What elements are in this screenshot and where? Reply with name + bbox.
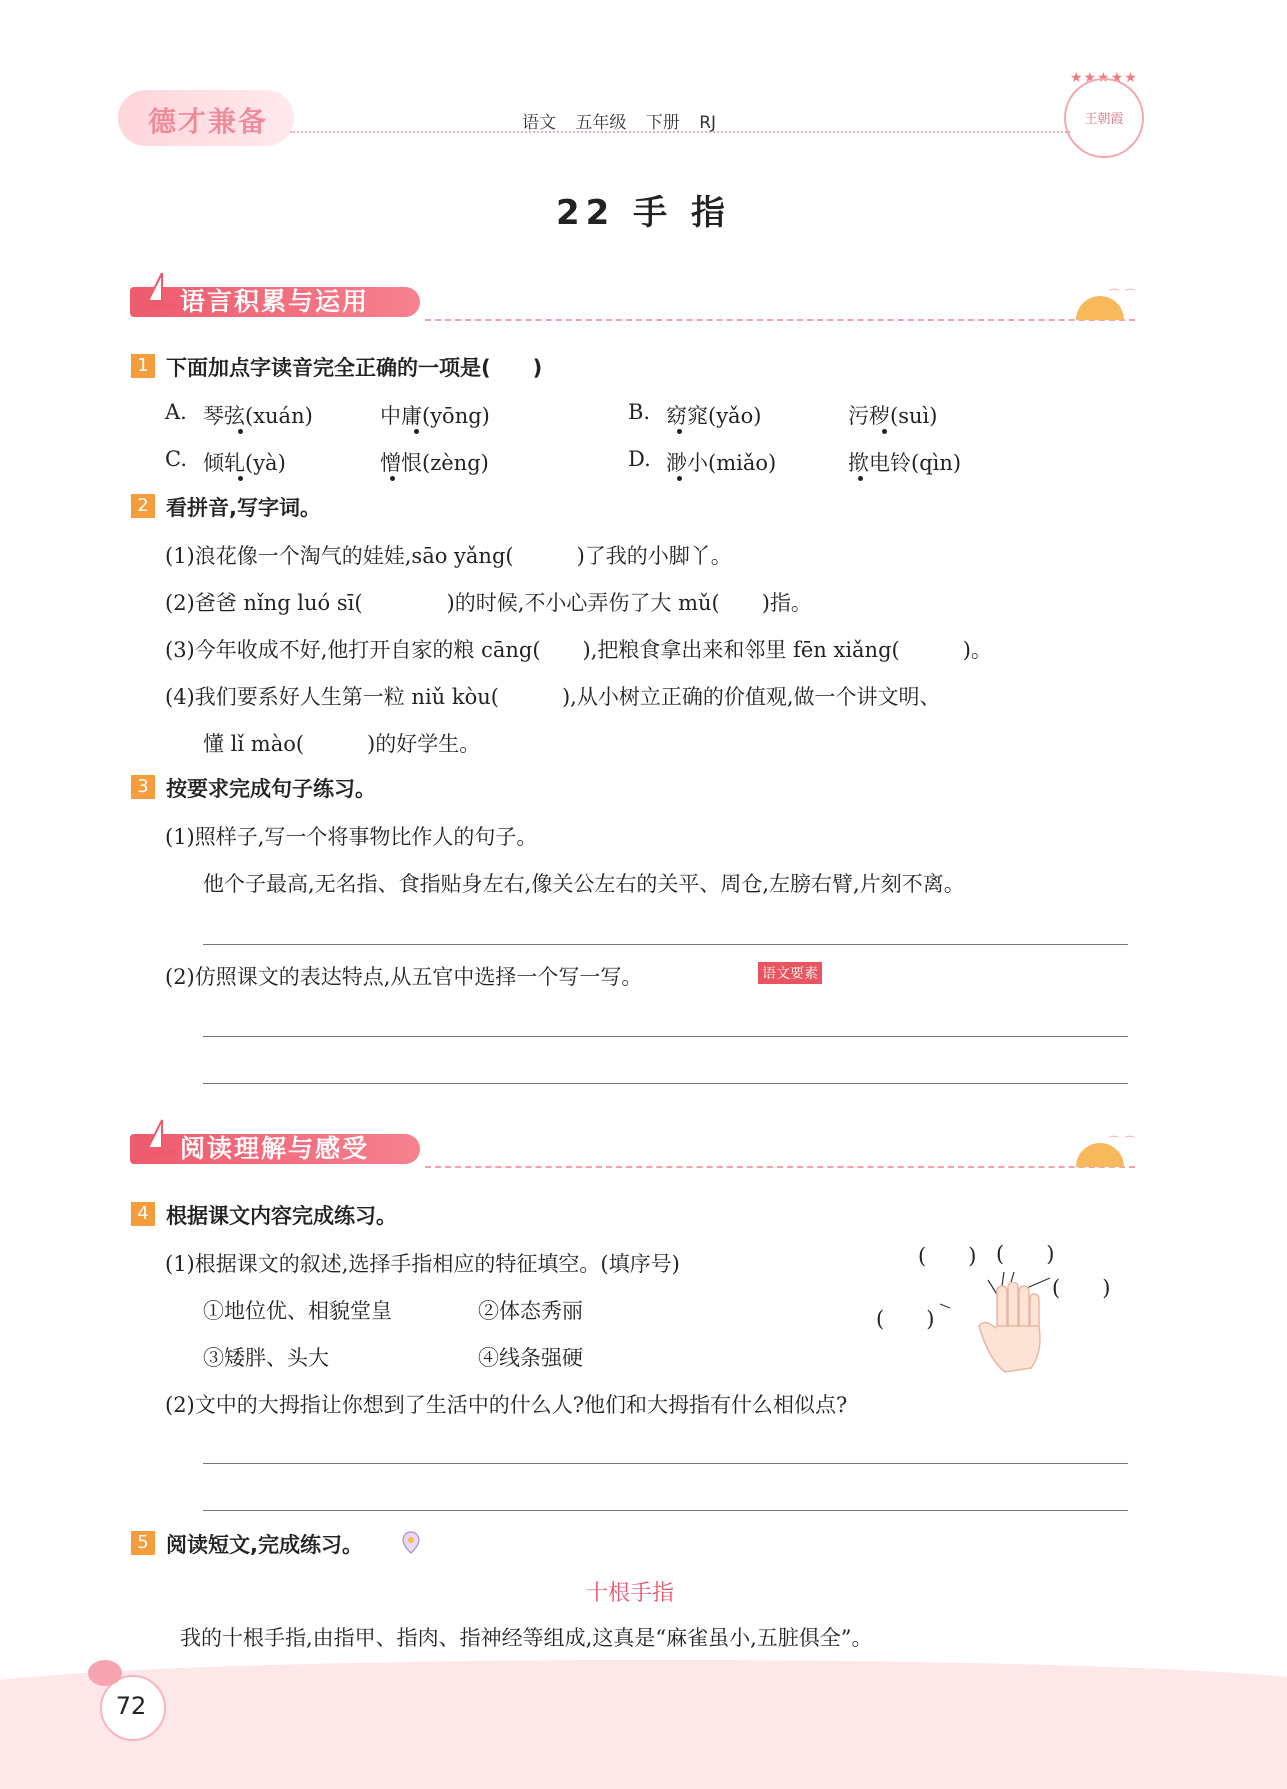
answer-line[interactable] — [203, 1083, 1128, 1084]
answer-line[interactable] — [203, 1463, 1128, 1464]
section-banner-2 — [130, 1134, 420, 1164]
question-title: 下面加点字读音完全正确的一项是( ) — [166, 356, 543, 380]
section-title: 阅读理解与感受 — [180, 1134, 370, 1163]
example-sentence: 他个子最高,无名指、食指贴身左右,像关公左右的关平、周仓,左膀右臂,片刻不离。 — [203, 872, 965, 896]
emphasis-dot — [238, 429, 243, 434]
fill-item: 懂 lǐ mào( )的好学生。 — [203, 732, 481, 756]
section-divider — [425, 1166, 1135, 1168]
answer-line[interactable] — [203, 1036, 1128, 1037]
seal-stars-icon: ★★★★★ — [1070, 70, 1138, 86]
option-letter: D. — [628, 447, 651, 471]
option-letter: C. — [165, 447, 187, 471]
section-divider — [425, 319, 1135, 321]
brand-text: 德才兼备 — [148, 105, 269, 138]
finger-blank[interactable]: ( ) — [918, 1244, 977, 1268]
question-number: 4 — [131, 1202, 155, 1226]
answer-line[interactable] — [203, 1510, 1128, 1511]
finger-blank[interactable]: ( ) — [996, 1242, 1055, 1266]
emphasis-dot — [677, 476, 682, 481]
question-number: 1 — [131, 354, 155, 378]
emphasis-dot — [677, 429, 682, 434]
finger-blank[interactable]: ( ) — [876, 1307, 935, 1331]
fill-item: (4)我们要系好人生第一粒 niǔ kòu( ),从小树立正确的价值观,做一个讲文明、 — [165, 685, 941, 709]
sub-question: (1)根据课文的叙述,选择手指相应的特征填空。(填序号) — [165, 1252, 680, 1276]
question-title: 看拼音,写字词。 — [166, 496, 321, 520]
option-word: 污秽(suì) — [848, 404, 938, 428]
question-number: 5 — [131, 1531, 155, 1555]
choice-item: ③矮胖、头大 — [203, 1346, 329, 1370]
choice-item: ②体态秀丽 — [478, 1299, 583, 1323]
brand-badge — [118, 90, 294, 146]
fill-item: (1)浪花像一个淘气的娃娃,sāo yǎng( )了我的小脚丫。 — [165, 544, 732, 568]
option-letter: A. — [165, 400, 187, 424]
choice-item: ④线条强硬 — [478, 1346, 583, 1370]
fill-item: (3)今年收成不好,他打开自家的粮 cāng( ),把粮食拿出来和邻里 fēn xiǎng( )。 — [165, 638, 992, 662]
sub-question: (2)仿照课文的表达特点,从五官中选择一个写一写。 — [165, 965, 643, 989]
section-title: 语言积累与运用 — [180, 287, 370, 316]
question-title: 按要求完成句子练习。 — [166, 777, 376, 801]
dolphin-icon — [88, 1660, 122, 1686]
birds-icon: ⌒ ⌒ — [1108, 288, 1136, 302]
fill-item: (2)爸爸 nǐng luó sī( )的时候,不小心弄伤了大 mǔ( )指。 — [165, 591, 812, 615]
book-info: 语文 五年级 下册 RJ — [522, 113, 717, 133]
emphasis-dot — [858, 476, 863, 481]
finger-blank[interactable]: ( ) — [1052, 1276, 1111, 1300]
birds-icon: ⌒ ⌒ — [1108, 1135, 1136, 1149]
option-word: 中庸(yōng) — [380, 404, 490, 428]
choice-item: ①地位优、相貌堂皇 — [203, 1299, 392, 1323]
footer-background — [0, 1682, 1287, 1789]
page-title: 22 手 指 — [556, 193, 731, 233]
location-pin-icon — [402, 1531, 420, 1555]
option-word: 窈窕(yǎo) — [666, 404, 762, 428]
question-number: 3 — [131, 775, 155, 799]
emphasis-dot — [238, 476, 243, 481]
emphasis-dot — [882, 429, 887, 434]
option-letter: B. — [628, 400, 651, 424]
emphasis-dot — [414, 429, 419, 434]
seal-text: 王朝霞 — [1084, 112, 1124, 127]
option-word: 倾轧(yà) — [203, 451, 286, 475]
emphasis-dot — [390, 476, 395, 481]
section-banner-1 — [130, 287, 420, 317]
page-number: 72 — [115, 1692, 147, 1720]
question-title: 阅读短文,完成练习。 — [166, 1533, 363, 1557]
seal-stamp — [1064, 78, 1144, 158]
question-number: 2 — [131, 494, 155, 518]
option-word: 憎恨(zèng) — [380, 451, 489, 475]
passage-text: 我的十根手指,由指甲、指肉、指神经等组成,这真是“麻雀虽小,五脏俱全”。 — [180, 1626, 873, 1650]
hand-illustration — [975, 1282, 1051, 1374]
passage-title: 十根手指 — [585, 1581, 674, 1606]
element-tag: 语文要素 — [758, 962, 822, 984]
sub-question: (1)照样子,写一个将事物比作人的句子。 — [165, 825, 538, 849]
option-word: 渺小(miǎo) — [666, 451, 777, 475]
answer-line[interactable] — [203, 944, 1128, 945]
option-word: 揿电铃(qìn) — [848, 451, 962, 475]
sailboat-icon — [144, 271, 180, 311]
sub-question: (2)文中的大拇指让你想到了生活中的什么人?他们和大拇指有什么相似点? — [165, 1393, 848, 1417]
question-title: 根据课文内容完成练习。 — [166, 1204, 397, 1228]
sailboat-icon — [144, 1118, 180, 1158]
option-word: 琴弦(xuán) — [203, 404, 313, 428]
